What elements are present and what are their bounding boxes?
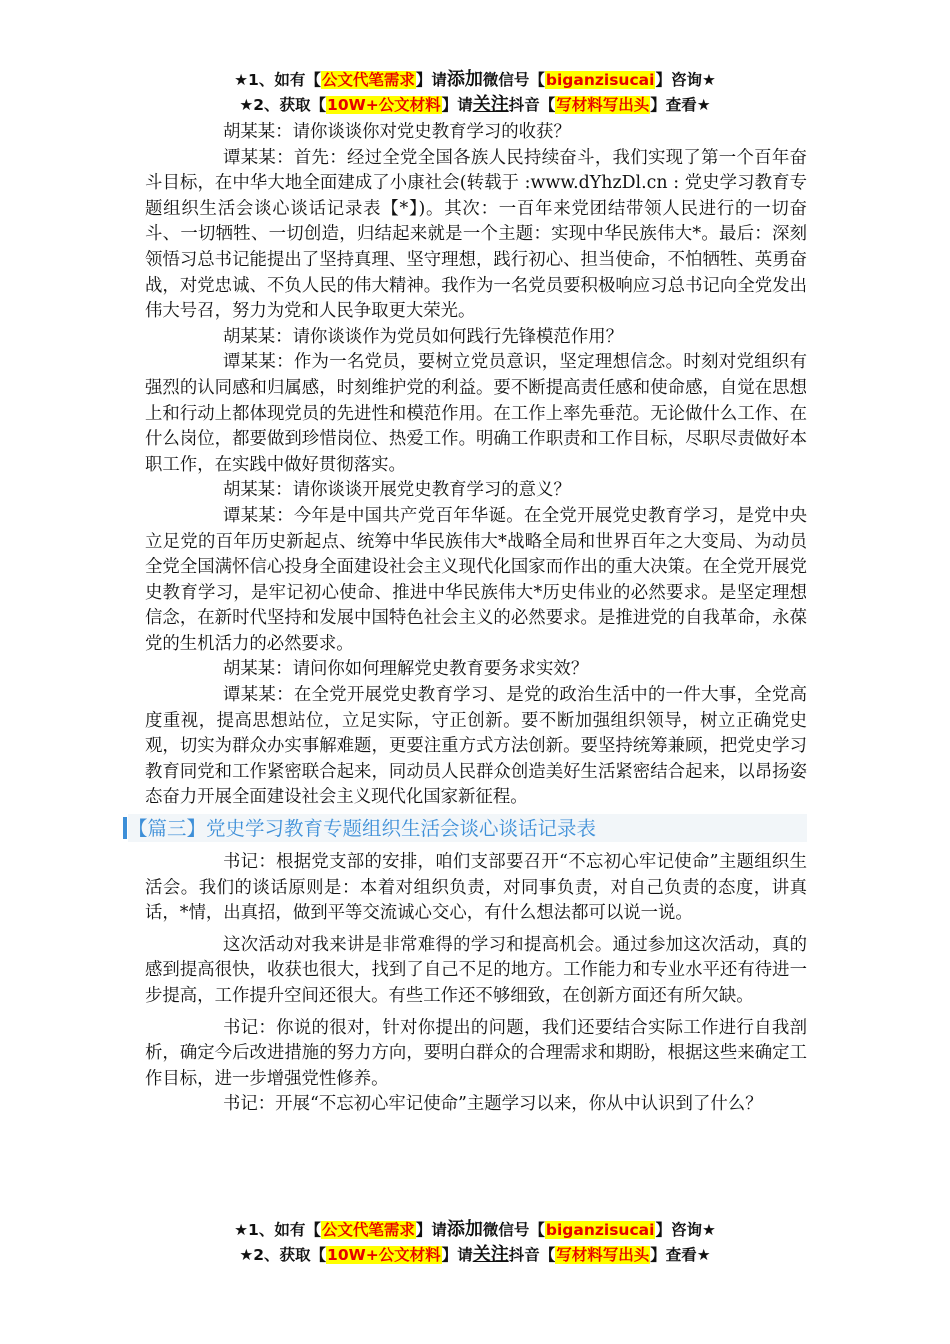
paragraph: 谭某某：首先：经过全党全国各族人民持续奋斗，我们实现了第一个百年奋斗目标，在中华大地全面建成了小康社会(转载于 :www.dYhzDl.cn : 党史学习教育专题组织生活会谈心谈话记录表【*】)。其次：一百年来党团结带领人民进行的一切奋斗、一切牺牲、一切创造，归结起来就是一个主题：实现中华民族伟大*。最后：深刻领悟习总书记能提出了坚持真理、坚守理想，践行初心、担当使命，不怕牺牲、英勇奋战，对党忠诚、不负人民的伟大精神。我作为一名党员要积极响应习总书记向全党发出伟大号召，努力为党和人民争取更大荣光。 [145, 147, 807, 322]
highlight-materials: 10W+公文材料 [327, 96, 441, 114]
banner-text: 】请 [415, 1221, 447, 1239]
banner-text: ★2、获取【 [239, 1246, 327, 1264]
paragraph: 谭某某：作为一名党员，要树立党员意识，坚定理想信念。时刻对党组织有强烈的认同感和归属感，时刻维护党的利益。要不断提高责任感和使命感，自觉在思想上和行动上都体现党员的先进性和模范作用。在工作上率先垂范。无论做什么工作、在什么岗位，都要做到珍惜岗位、热爱工作。明确工作职责和工作目标，尽职尽责做好本职工作，在实践中做好贯彻落实。 [145, 352, 807, 475]
highlight-douyin-account: 写材料写出头 [556, 1246, 650, 1264]
paragraph: 胡某某：请你谈谈作为党员如何践行先锋模范作用？ [223, 326, 623, 347]
banner-text: 微信号【 [482, 1221, 545, 1239]
banner-text: 】请 [415, 71, 447, 89]
bottom-banner-line2 [0, 1243, 950, 1267]
highlight-service: 公文代笔需求 [321, 71, 415, 89]
highlight-douyin-account: 写材料写出头 [556, 96, 650, 114]
top-banner-line2 [0, 93, 950, 117]
banner-text: 】请 [441, 96, 473, 114]
banner-emphasis: 添加 [446, 1219, 483, 1240]
bottom-banner-line1 [0, 1218, 950, 1242]
paragraph: 书记：根据党支部的安排，咱们支部要召开“不忘初心牢记使命”主题组织生活会。我们的谈话原则是：本着对组织负责，对同事负责，对自己负责的态度，讲真话，*情，出真招，做到平等交流诚心交心，有什么想法都可以说一说。 [145, 852, 807, 924]
highlight-wechat-id: biganzisucai [545, 1221, 655, 1239]
banner-text: ★1、如有【 [234, 71, 321, 89]
banner-text: 】请 [441, 1246, 473, 1264]
highlight-materials: 10W+公文材料 [327, 1246, 441, 1264]
banner-text: 】查看★ [650, 1246, 711, 1264]
paragraph: 这次活动对我来讲是非常难得的学习和提高机会。通过参加这次活动，真的感到提高很快，收获也很大，找到了自己不足的地方。工作能力和专业水平还有待进一步提高，工作提升空间还很大。有些工作还不够细致，在创新方面还有所欠缺。 [145, 934, 807, 1006]
paragraph: 胡某某：请你谈谈开展党史教育学习的意义？ [223, 480, 571, 501]
banner-text: 】咨询★ [655, 71, 716, 89]
paragraph: 书记：你说的很对，针对你提出的问题，我们还要结合实际工作进行自我剖析，确定今后改进措施的努力方向，要明白群众的合理需求和期盼，根据这些来确定工作目标，进一步增强党性修养。 [145, 1017, 807, 1089]
banner-text: ★1、如有【 [234, 1221, 321, 1239]
paragraph: 谭某某：在全党开展党史教育学习、是党的政治生活中的一件大事，全党高度重视，提高思想站位，立足实际，守正创新。要不断加强组织领导，树立正确党史观，切实为群众办实事解难题，更要注重方式方法创新。要坚持统筹兼顾，把党史学习教育同党和工作紧密联合起来，同动员人民群众创造美好生活紧密结合起来，以昂扬姿态奋力开展全面建设社会主义现代化国家新征程。 [145, 685, 807, 808]
section-marker [123, 817, 127, 839]
section-title: 【篇三】党史学习教育专题组织生活会谈心谈话记录表 [128, 817, 597, 841]
banner-text: 抖音【 [508, 1246, 556, 1264]
highlight-wechat-id: biganzisucai [545, 71, 655, 89]
highlight-service: 公文代笔需求 [321, 1221, 415, 1239]
document-body [128, 120, 807, 1118]
paragraph: 胡某某：请你谈谈你对党史教育学习的收获？ [223, 122, 571, 142]
banner-text: 】咨询★ [655, 1221, 716, 1239]
section-heading [128, 814, 807, 844]
banner-emphasis: 添加 [446, 69, 483, 90]
banner-text: 微信号【 [482, 71, 545, 89]
paragraph: 胡某某：请问你如何理解党史教育要务求实效？ [223, 659, 589, 680]
banner-text: ★2、获取【 [239, 96, 327, 114]
banner-text: 抖音【 [508, 96, 556, 114]
banner-emphasis: 关注 [472, 1244, 509, 1265]
banner-text: 】查看★ [650, 96, 711, 114]
top-banner-line1 [0, 68, 950, 92]
banner-emphasis: 关注 [472, 94, 509, 115]
paragraph: 谭某某：今年是中国共产党百年华诞。在全党开展党史教育学习，是党中央立足党的百年历史新起点、统筹中华民族伟大*战略全局和世界百年之大变局、为动员全党全国满怀信心投身全面建设社会主义现代化国家而作出的重大决策。在全党开展党史教育学习，是牢记初心使命、推进中华民族伟大*历史伟业的必然要求。是坚定理想信念，在新时代坚持和发展中国特色社会主义的必然要求。是推进党的自我革命，永葆党的生机活力的必然要求。 [145, 505, 807, 654]
paragraph: 书记：开展“不忘初心牢记使命”主题学习以来，你从中认识到了什么？ [223, 1094, 763, 1115]
